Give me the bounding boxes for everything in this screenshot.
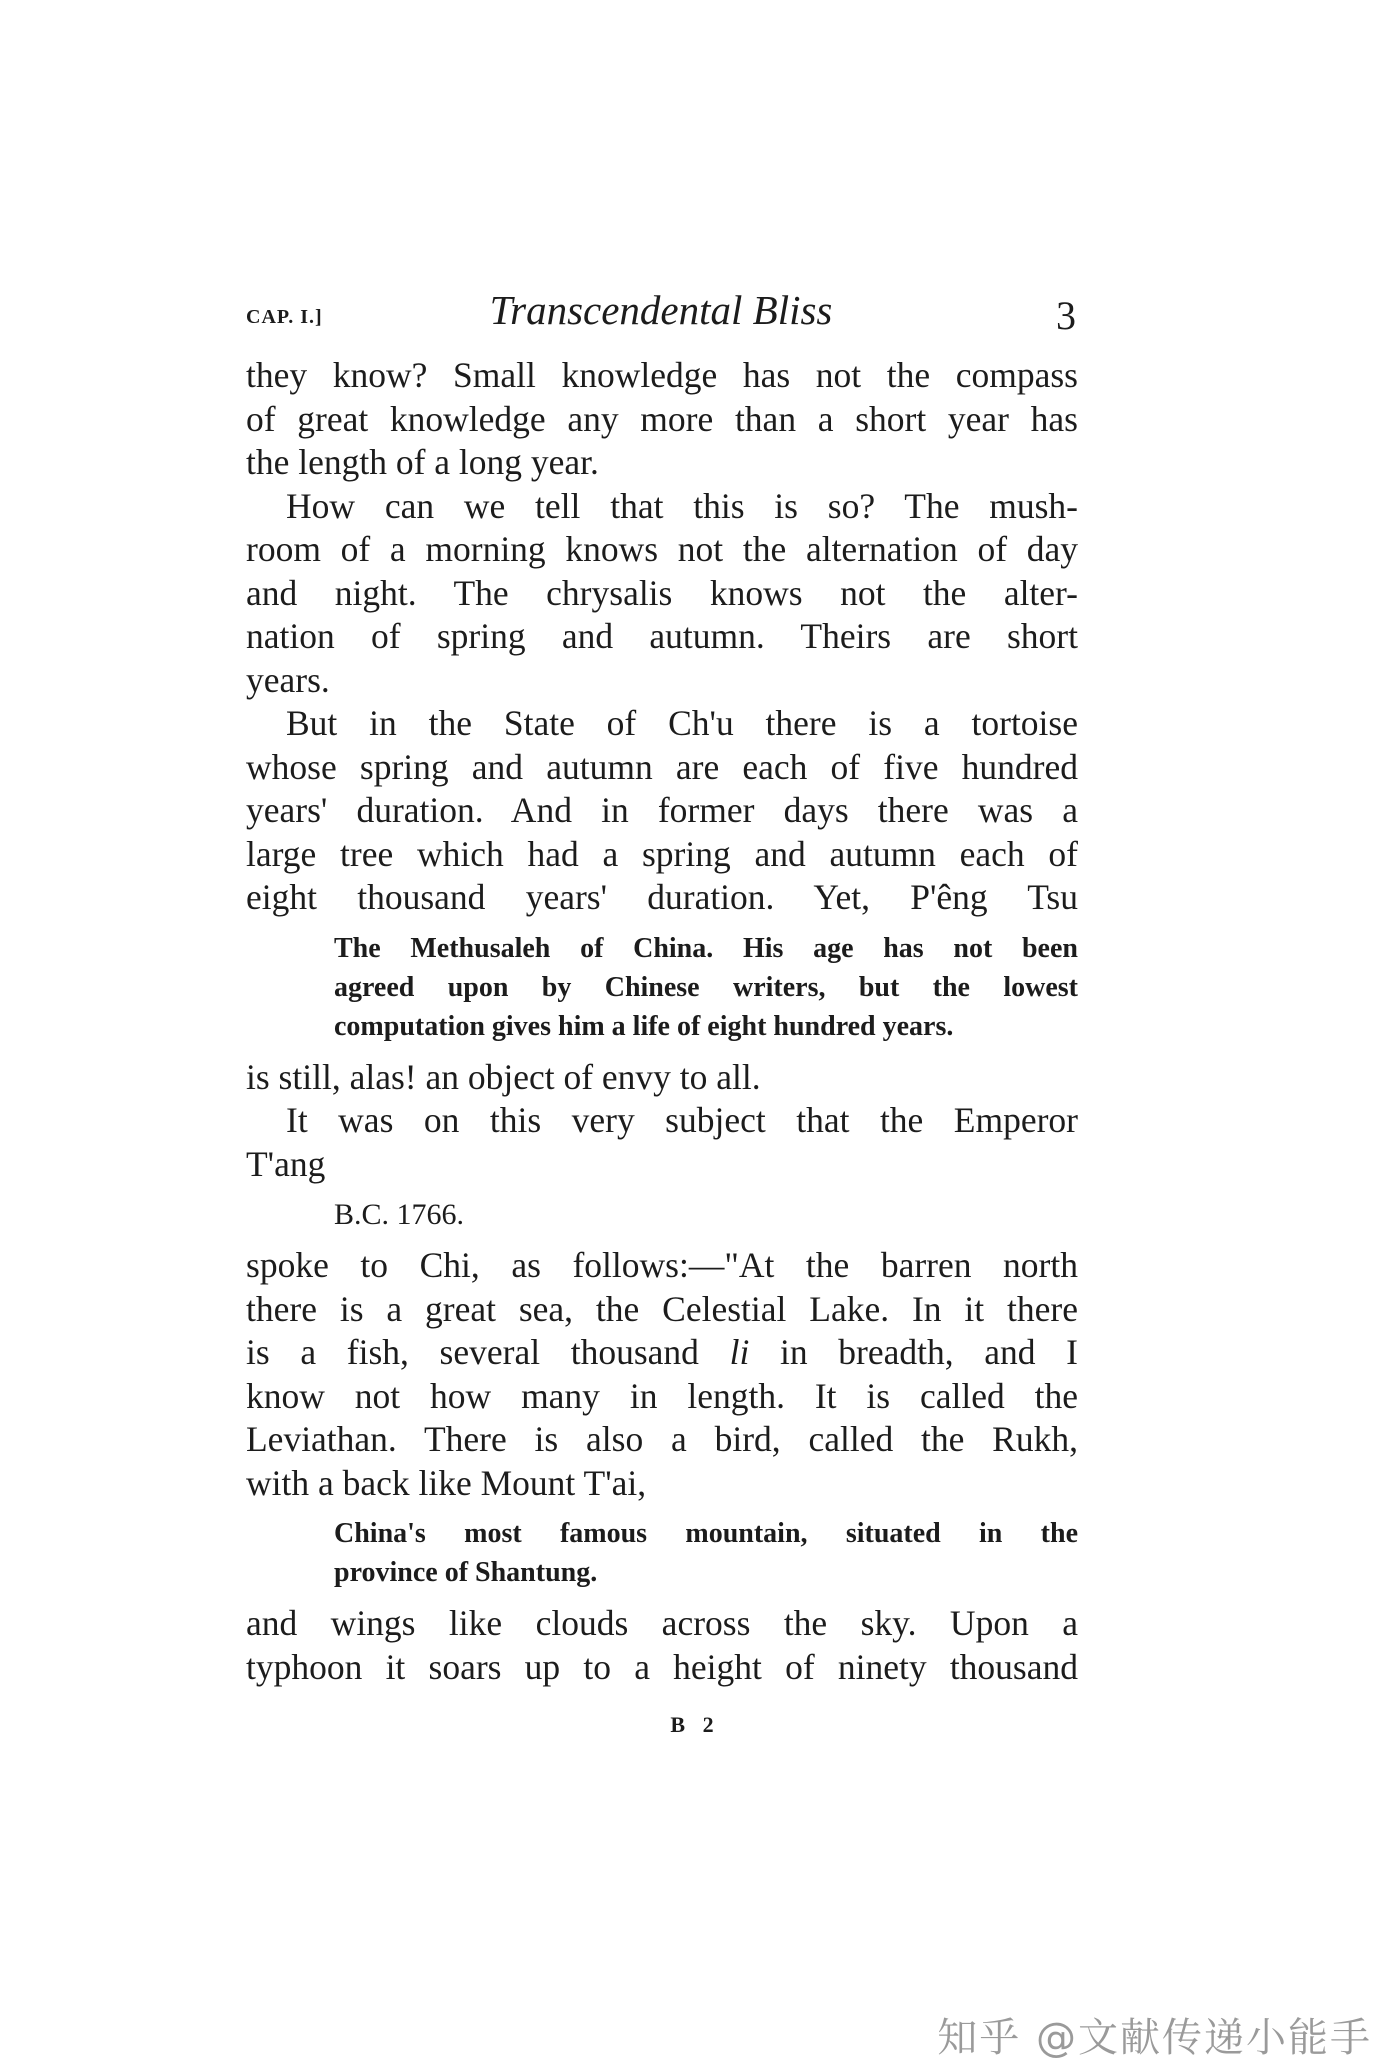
note-line: China's most famous mountain, situated in the xyxy=(334,1518,1078,1549)
text-line: whose spring and autumn are each of five hundred xyxy=(246,746,1078,787)
text-line: with a back like Mount T'ai, xyxy=(246,1462,647,1503)
text-line: they know? Small knowledge has not the compass xyxy=(246,355,1078,395)
text-line: It was on this very subject that the Emperor xyxy=(286,1100,1078,1140)
commentary-note xyxy=(246,1195,1078,1234)
text-line: know not how many in length. It is called the xyxy=(246,1375,1078,1416)
signature-mark: B 2 xyxy=(670,1712,720,1737)
text-line: the length of a long year. xyxy=(246,442,599,482)
text-line: How can we tell that this is so? The mush- xyxy=(286,485,1078,526)
running-header xyxy=(246,286,1076,346)
text-line: is still, alas! an object of envy to all. xyxy=(246,1056,761,1097)
paragraph xyxy=(246,702,1078,920)
text-line: spoke to Chi, as follows:—"At the barren north xyxy=(246,1245,1078,1285)
text-line: room of a morning knows not the alternation of day xyxy=(246,529,1078,569)
note-line: computation gives him a life of eight hundred years. xyxy=(334,1010,954,1042)
text-line: typhoon it soars up to a height of ninety thousand xyxy=(246,1646,1078,1687)
text-fragment: in breadth, and I xyxy=(749,1332,1079,1372)
paragraph xyxy=(246,1056,1078,1100)
text-fragment: is a fish, several thousand xyxy=(246,1332,730,1372)
commentary-note xyxy=(246,1514,1078,1592)
italic-term: li xyxy=(729,1332,750,1372)
note-line: B.C. 1766. xyxy=(334,1198,465,1231)
running-title: Transcendental Bliss xyxy=(489,287,833,333)
text-line xyxy=(246,1331,1078,1375)
text-line: years. xyxy=(246,659,330,700)
note-line: agreed upon by Chinese writers, but the lowest xyxy=(334,971,1078,1003)
text-line: large tree which had a spring and autumn each of xyxy=(246,833,1078,874)
text-line: eight thousand years' duration. Yet, P'êng Tsu xyxy=(246,877,1078,917)
text-line: nation of spring and autumn. Theirs are short xyxy=(246,616,1078,656)
paragraph xyxy=(246,1602,1078,1689)
paragraph xyxy=(246,1244,1078,1505)
text-line: and night. The chrysalis knows not the alter- xyxy=(246,572,1078,613)
paragraph xyxy=(246,485,1078,703)
note-line: province of Shantung. xyxy=(334,1557,598,1588)
body-text xyxy=(246,354,1078,1689)
text-line: and wings like clouds across the sky. Upon a xyxy=(246,1603,1078,1643)
page-number: 3 xyxy=(1056,293,1076,338)
note-line: The Methusaleh of China. His age has not been xyxy=(334,932,1078,964)
paragraph xyxy=(246,1099,1078,1186)
chapter-marker: CAP. I.] xyxy=(246,306,323,328)
paragraph xyxy=(246,354,1078,485)
text-line: T'ang xyxy=(246,1143,326,1184)
commentary-note xyxy=(246,929,1078,1046)
watermark: 知乎 @文献传递小能手 xyxy=(937,2015,1372,2061)
text-line: years' duration. And in former days there was a xyxy=(246,790,1078,830)
text-line: But in the State of Ch'u there is a tortoise xyxy=(286,703,1078,743)
text-line: Leviathan. There is also a bird, called the Rukh, xyxy=(246,1419,1078,1459)
text-line: of great knowledge any more than a short year has xyxy=(246,398,1078,439)
text-line: there is a great sea, the Celestial Lake. In it there xyxy=(246,1288,1078,1329)
